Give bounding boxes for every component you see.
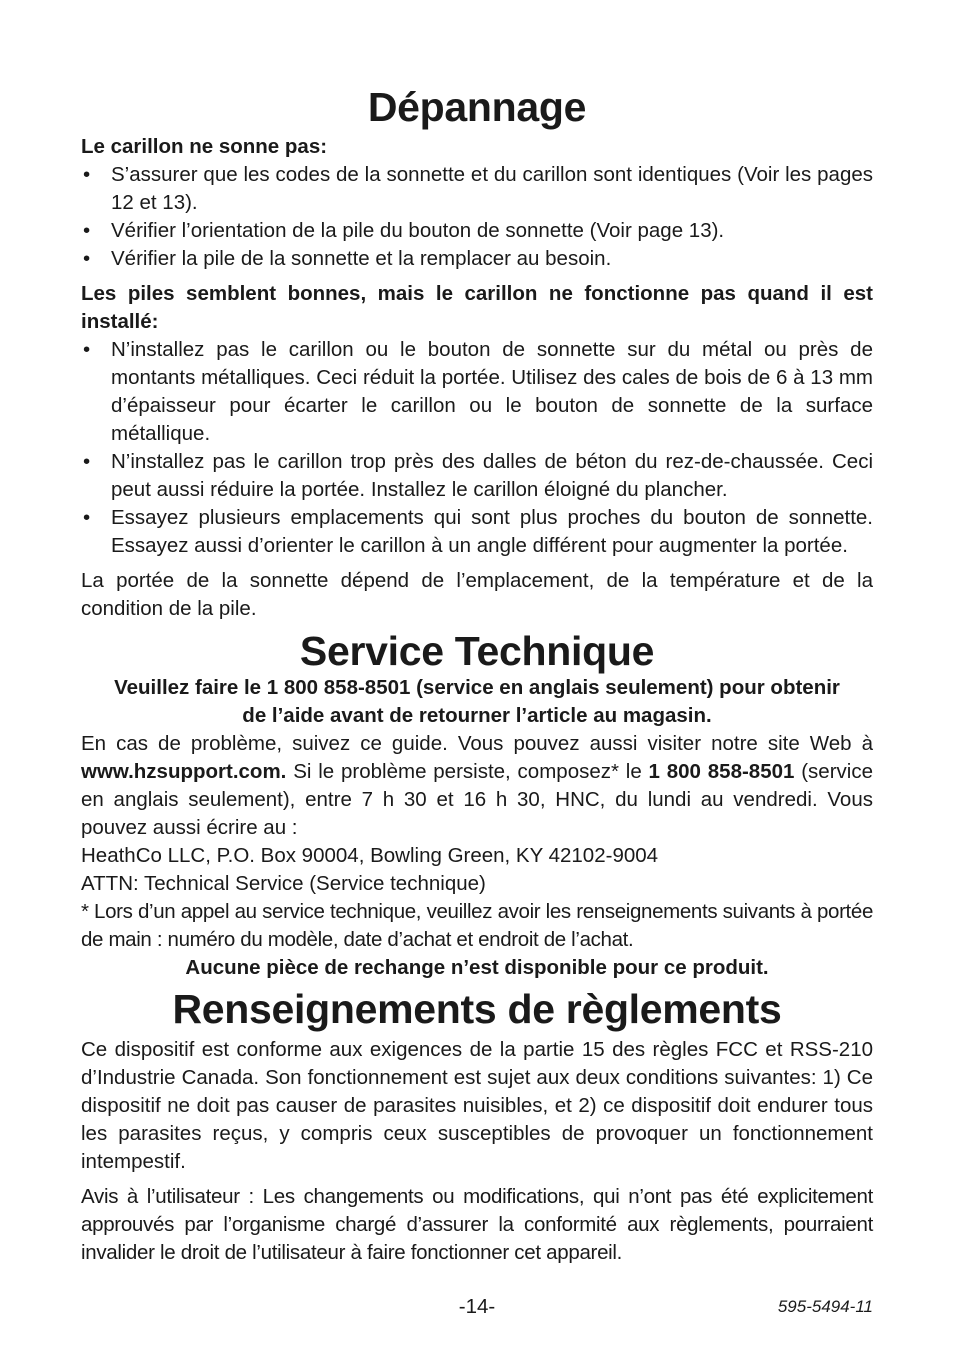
no-ring-list (81, 161, 873, 273)
list-item: • Vérifier l’orientation de la pile du bouton de sonnette (Voir page 13). (81, 217, 873, 245)
call-notice: Veuillez faire le 1 800 858-8501 (service en anglais seulement) pour obtenir de l’aide avant de retourner l’article au magasin. (114, 676, 840, 727)
website-link[interactable]: www.hzsupport.com. (81, 760, 287, 783)
batteries-heading: Les piles semblent bonnes, mais le carillon ne fonctionne pas quand il est installé: (81, 282, 873, 333)
document-code: 595-5494-11 (777, 1297, 873, 1316)
attn-line: ATTN: Technical Service (Service technique) (81, 872, 486, 895)
batteries-list (81, 336, 873, 560)
list-item: • N’installez pas le carillon ou le bouton de sonnette sur du métal ou près de montants métalliques. Ceci réduit la portée. Utilisez des cales de bois de 6 à 13 mm d’épaisseur pour écarter le carillon ou le bouton de sonnette de la surface métallique. (81, 336, 873, 448)
service-text-2: Si le problème persiste, composez* le (286, 760, 649, 783)
list-item: • N’installez pas le carillon trop près des dalles de béton du rez-de-chaussée. Ceci peut aussi réduire la portée. Installez le carillon éloigné du plancher. (81, 448, 873, 504)
mailing-address: HeathCo LLC, P.O. Box 90004, Bowling Green, KY 42102-9004 (81, 844, 659, 867)
compliance-paragraph: Ce dispositif est conforme aux exigences de la partie 15 des règles FCC et RSS-210 d’Industrie Canada. Son fonctionnement est sujet aux deux conditions suivantes: 1) Ce dispositif ne doit pas causer de parasites nuisibles, et 2) ce dispositif doit endurer tous les parasites reçus, y compris ceux susceptibles de provoquer un fonctionnement intempestif. (81, 1038, 873, 1173)
depannage-title: Dépannage (367, 84, 587, 130)
service-paragraph (81, 730, 873, 842)
service-footnote: * Lors d’un appel au service technique, veuillez avoir les renseignements suivants à portée de main : numéro du modèle, date d’achat et endroit de l’achat. (81, 900, 873, 951)
list-item: • S’assurer que les codes de la sonnette et du carillon sont identiques (Voir les pages 12 et 13). (81, 161, 873, 217)
phone-number: 1 800 858-8501 (648, 760, 795, 783)
page-number: -14- (458, 1295, 496, 1318)
parts-notice: Aucune pièce de rechange n’est disponible pour ce produit. (185, 956, 769, 979)
list-item: • Vérifier la pile de la sonnette et la remplacer au besoin. (81, 245, 873, 273)
service-title: Service Technique (299, 628, 655, 674)
service-text-3: (service en anglais seulement), entre 7 h 30 et 16 h 30, HNC, du lundi au vendredi. Vous pouvez aussi écrire au : (81, 760, 873, 839)
user-notice: Avis à l’utilisateur : Les changements ou modifications, qui n’ont pas été explicitement approuvés par l’organisme chargé d’assurer la conformité aux règlements, pourraient invalider le droit de l’utilisateur à faire fonctionner cet appareil. (81, 1185, 873, 1264)
reglements-title: Renseignements de règlements (172, 986, 782, 1032)
page-footer (0, 1293, 954, 1321)
service-text-1: En cas de problème, suivez ce guide. Vous pouvez aussi visiter notre site Web à (81, 732, 873, 755)
page-content (81, 84, 873, 1267)
range-note: La portée de la sonnette dépend de l’emplacement, de la température et de la condition de la pile. (81, 569, 873, 620)
list-item: • Essayez plusieurs emplacements qui sont plus proches du bouton de sonnette. Essayez aussi d’orienter le carillon à un angle différent pour augmenter la portée. (81, 504, 873, 560)
no-ring-heading: Le carillon ne sonne pas: (81, 135, 328, 158)
